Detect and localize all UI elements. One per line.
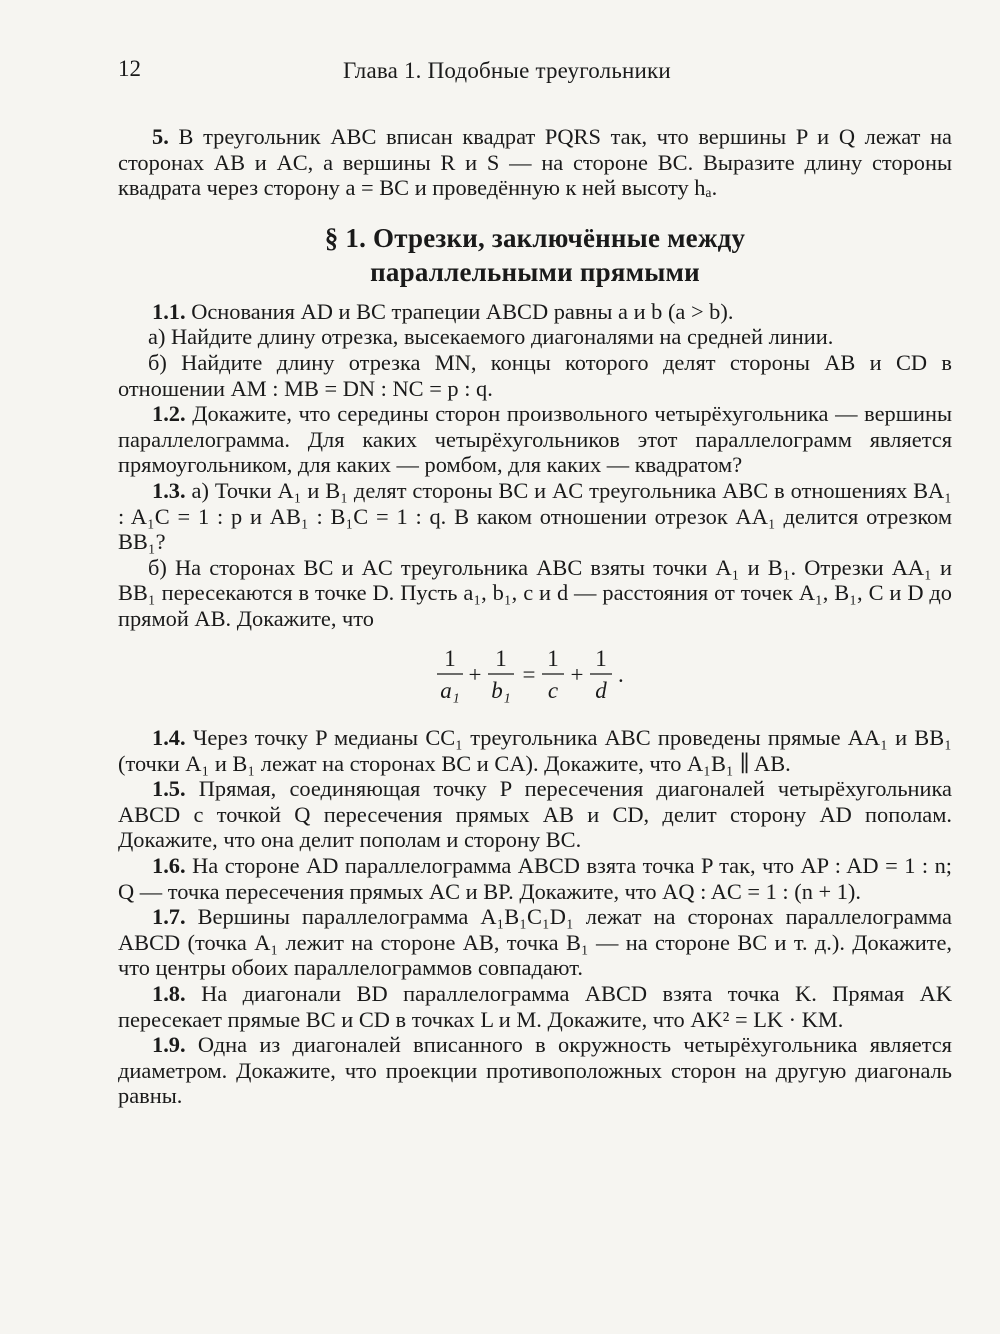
problem-text: На стороне AD параллелограмма ABCD взята точка P так, что AP : AD = 1 : n; Q — точка пересечения прямых AC и BP. Докажите, что AQ : AC = 1 : (n + 1). — [118, 853, 952, 904]
problem-text: Вершины параллелограмма A₁B₁C₁D₁ лежат на сторонах параллелограмма ABCD (точка A₁ лежит на стороне AB, точка B₁ — на стороне BC и т. д.). Докажите, что центры обоих параллелограммов совпадают. — [118, 904, 952, 981]
formula-period: . — [618, 661, 624, 687]
problem-1-1-a — [118, 324, 952, 350]
formula-reciprocal-sum — [118, 646, 952, 714]
problem-number: 1.3. — [152, 477, 186, 503]
section-title — [118, 221, 952, 289]
problem-number: 1.8. — [152, 981, 186, 1007]
page-header — [118, 56, 950, 92]
problem-number: 1.7. — [152, 904, 186, 930]
problem-text: Одна из диагоналей вписанного в окружность четырёхугольника является диаметром. Докажите, что проекции противоположных сторон на другую диагональ равны. — [118, 1032, 952, 1109]
problem-number: 1.5. — [152, 776, 186, 802]
formula-svg — [435, 646, 635, 708]
problem-1-9 — [118, 1032, 952, 1109]
page-content — [118, 124, 952, 1109]
formula-num-2: 1 — [495, 645, 507, 671]
problem-1-3-b — [118, 555, 952, 632]
section-title-line-1: § 1. Отрезки, заключённые между — [324, 222, 746, 253]
problem-1-3-a — [118, 478, 952, 555]
problem-text: а) Точки A₁ и B₁ делят стороны BC и AC треугольника ABC в отношениях BA₁ : A₁C = 1 : p и AB₁ : B₁C = 1 : q. В каком отношении отрезок AA₁ делится отрезком BB₁? — [118, 477, 952, 555]
problem-number: 1.4. — [152, 725, 186, 751]
problem-number: 1.1. — [152, 298, 186, 324]
problem-text: Прямая, соединяющая точку P пересечения диагоналей четырёхугольника ABCD с точкой Q пересечения прямых AB и CD, делит сторону AD пополам. Докажите, что она делит пополам и сторону BC. — [118, 776, 952, 853]
problem-1-8 — [118, 981, 952, 1032]
problem-text: а) Найдите длину отрезка, высекаемого диагоналями на средней линии. — [148, 324, 834, 350]
formula-plus-2: + — [570, 661, 584, 687]
problem-text: Докажите, что середины сторон произвольного четырёхугольника — вершины параллелограмма. Для каких четырёхугольников этот параллелограмм является прямоугольником, для каких — ромбом, для каких — квадратом? — [118, 401, 952, 478]
problem-1-5 — [118, 776, 952, 853]
formula-den-4: d — [595, 677, 607, 703]
formula-den-1: a₁ — [440, 677, 460, 703]
problem-number: 5. — [152, 124, 169, 149]
running-head: Глава 1. Подобные треугольники — [343, 58, 671, 83]
problem-1-2 — [118, 401, 952, 478]
problem-number: 1.6. — [152, 853, 186, 879]
problem-1-6 — [118, 853, 952, 904]
problem-text: Через точку P медианы CC₁ треугольника ABC проведены прямые AA₁ и BB₁ (точки A₁ и B₁ лежат на сторонах BC и CA). Докажите, что A₁B₁ ∥ AB. — [118, 725, 952, 776]
intro-problem — [118, 124, 952, 201]
problem-text: В треугольник ABC вписан квадрат PQRS так, что вершины P и Q лежат на сторонах AB и AC, а вершины R и S — на стороне BC. Выразите длину стороны квадрата через сторону a = BC и проведённую к ней высоту hₐ. — [118, 124, 952, 201]
formula-plus-1: + — [468, 661, 482, 687]
problem-1-4 — [118, 725, 952, 776]
problem-1-1 — [118, 299, 952, 325]
page-number: 12 — [118, 56, 141, 81]
problem-text: На диагонали BD параллелограмма ABCD взята точка K. Прямая AK пересекает прямые BC и CD в точках L и M. Докажите, что AK² = LK · KM. — [118, 981, 952, 1032]
problem-1-1-b — [118, 350, 952, 401]
problem-number: 1.9. — [152, 1032, 186, 1058]
problem-text: б) На сторонах BC и AC треугольника ABC взяты точки A₁ и B₁. Отрезки AA₁ и BB₁ пересекаются в точке D. Пусть a₁, b₁, c и d — расстояния от точек A₁, B₁, C и D до прямой AB. Докажите, что — [118, 554, 952, 631]
section-title-line-2: параллельными прямыми — [370, 256, 700, 287]
formula-den-2: b₁ — [491, 677, 511, 703]
problem-text: Основания AD и BC трапеции ABCD равны a и b (a > b). — [191, 298, 734, 324]
formula-num-4: 1 — [595, 645, 607, 671]
problem-1-7 — [118, 904, 952, 981]
formula-equals: = — [522, 661, 536, 687]
formula-den-3: c — [547, 677, 559, 703]
formula-num-3: 1 — [547, 645, 559, 671]
formula-num-1: 1 — [444, 645, 456, 671]
problem-text: б) Найдите длину отрезка MN, концы которого делят стороны AB и CD в отношении AM : MB = DN : NC = p : q. — [118, 349, 952, 401]
problem-number: 1.2. — [152, 401, 186, 427]
